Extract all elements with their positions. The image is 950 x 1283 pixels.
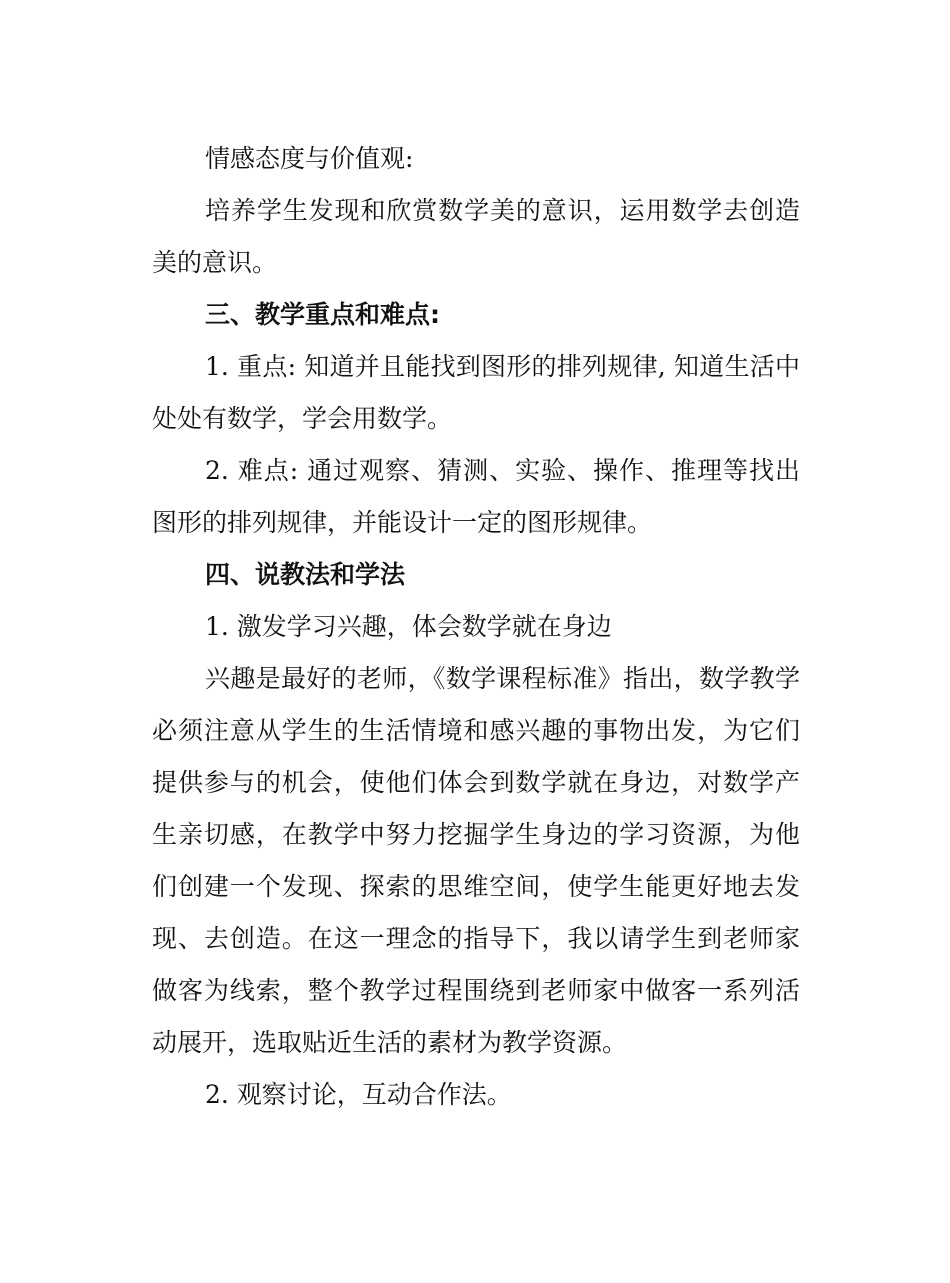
paragraph-affective-goals-label: 情感态度与价值观: [205,144,414,173]
document-page [152,133,800,1121]
paragraph-method-1-title: 1. 激发学习兴趣，体会数学就在身边 [205,612,612,641]
paragraph-key-point: 1. 重点: 知道并且能找到图形的排列规律, 知道生活中处处有数学，学会用数学。 [152,352,800,433]
paragraph-difficulty: 2. 难点: 通过观察、猜测、实验、操作、推理等找出图形的排列规律，并能设计一定的图形规律。 [152,456,800,537]
section-heading-key-points: 三、教学重点和难点: [205,300,440,329]
paragraph-method-1-body: 兴趣是最好的老师，《数学课程标准》指出，数学教学必须注意从学生的生活情境和感兴趣的事物出发，为它们提供参与的机会，使他们体会到数学就在身边，对数学产生亲切感，在教学中努力挖掘学生身边的学习资源，为他们创建一个发现、探索的思维空间，使学生能更好地去发现、去创造。在这一理念的指导下，我以请学生到老师家做客为线索，整个教学过程围绕到老师家中做客一系列活动展开，选取贴近生活的素材为教学资源。 [152,664,800,1057]
section-heading-methods: 四、说教法和学法 [205,560,406,589]
paragraph-method-2-title: 2. 观察讨论，互动合作法。 [205,1080,512,1109]
paragraph-affective-goals: 培养学生发现和欣赏数学美的意识，运用数学去创造美的意识。 [152,196,800,277]
